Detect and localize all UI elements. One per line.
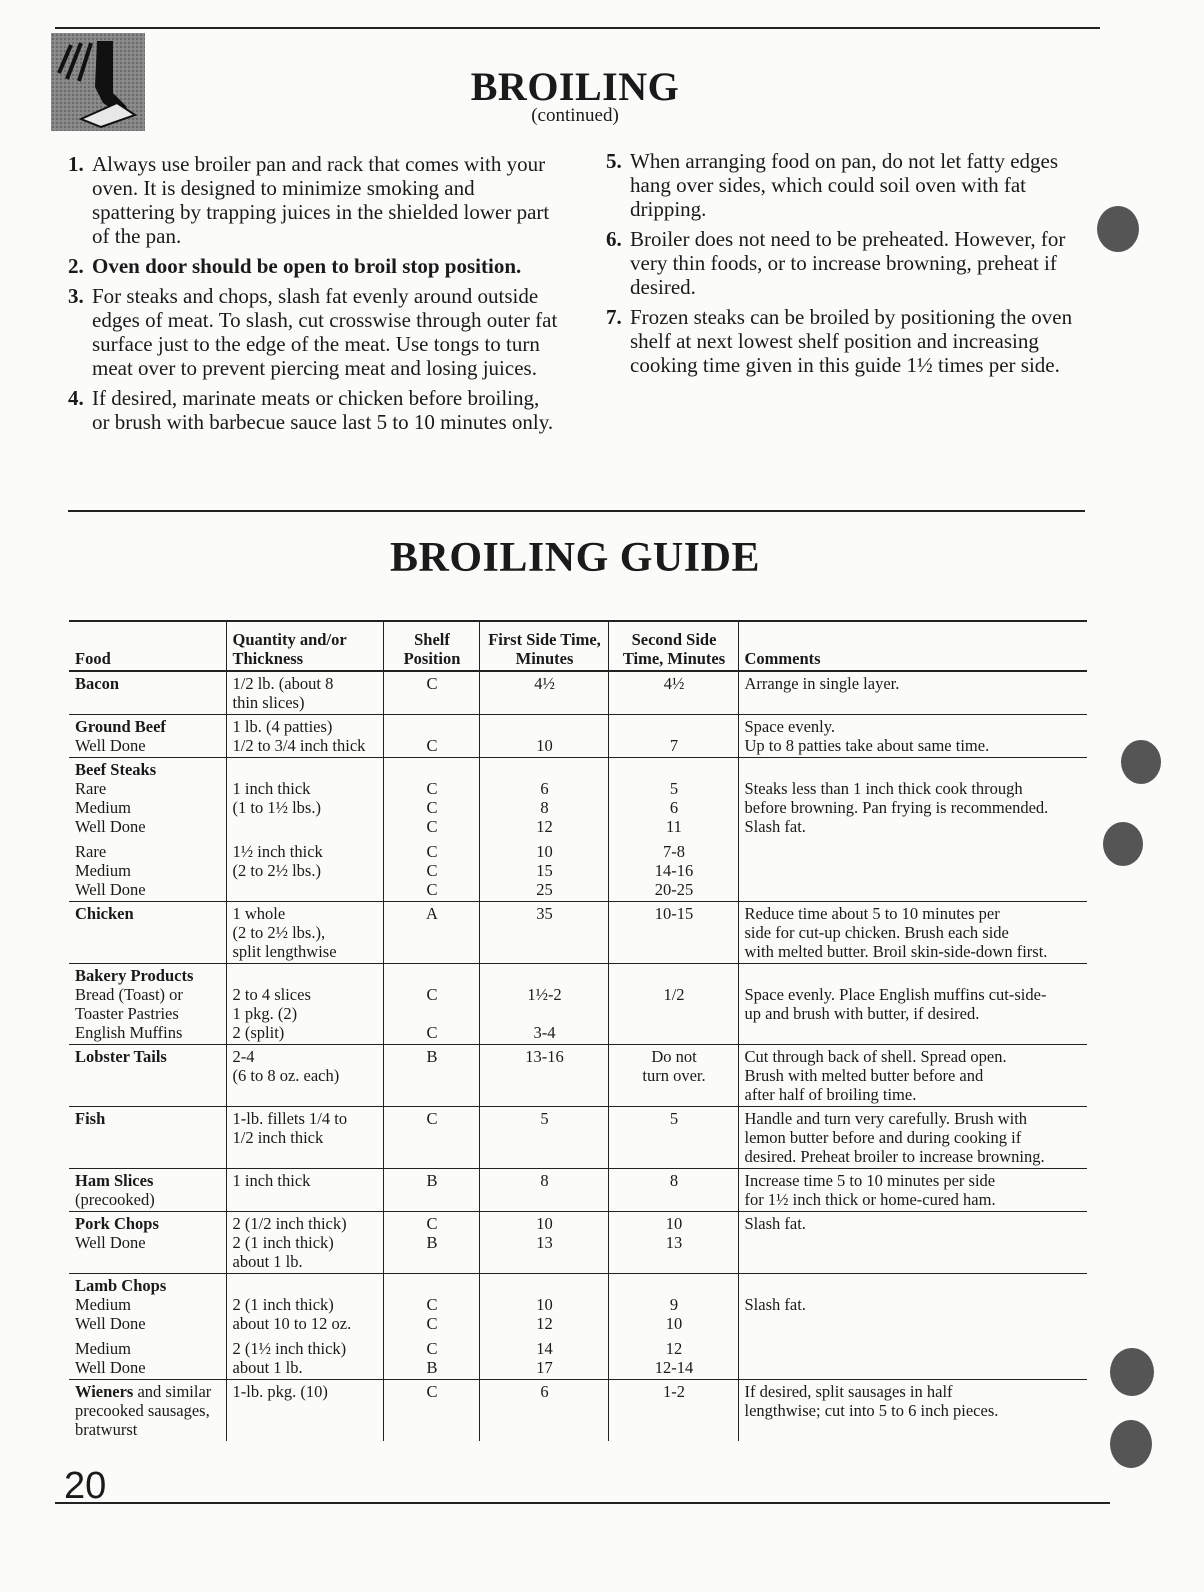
second-side-cell [608,1107,738,1169]
cell-line: 1 lb. (4 patties) [232,717,333,736]
second-side-cell [608,715,738,758]
cell-line: Slash fat. [744,1214,806,1233]
cell-line [486,1276,604,1295]
second-side-cell [608,1169,738,1212]
shelf-cell [383,902,479,964]
cell-line [486,966,604,985]
quantity-cell [226,758,383,902]
page-number: 20 [64,1465,107,1507]
first-side-cell [479,1045,608,1107]
binder-hole [1097,206,1139,252]
cell-line: 7 [669,736,679,755]
cell-line: Well Done [75,1233,146,1252]
cell-line [75,760,222,779]
cell-line [233,760,379,779]
guide-title: BROILING GUIDE [390,535,760,581]
cell-line: Up to 8 patties take about same time. [744,736,990,755]
cell-line: after half of broiling time. [744,1085,917,1104]
table-row [69,1380,1087,1442]
cell-line: 2-4 [232,1047,255,1066]
cell-line: B [426,1171,438,1190]
cell-line: 1/2 to 3/4 inch thick [232,736,366,755]
cell-line: Space evenly. Place English muffins cut-side- [744,985,1047,1004]
cell-line [390,1004,475,1023]
second-side-cell [608,1212,738,1274]
shelf-cell [383,1274,479,1380]
first-side-cell [479,1107,608,1169]
cell-line: 5 [669,779,679,798]
comments-cell [738,671,1087,715]
comments-cell [738,1107,1087,1169]
cell-line: If desired, split sausages in half [744,1382,953,1401]
cell-line: (2 to 2½ lbs.), [232,923,326,942]
tip-number: 5. [606,149,622,173]
quantity-cell [226,1045,383,1107]
cell-line: B [426,1233,438,1252]
tip-item [606,149,1096,221]
cell-line [486,1004,604,1023]
page-subtitle: (continued) [531,105,619,126]
cell-line: (1 to 1½ lbs.) [232,798,321,817]
cell-line [615,1023,734,1042]
cell-line [615,1004,734,1023]
cell-line: 4½ [534,674,555,693]
cell-line: C [426,798,438,817]
cell-line: 11 [666,817,682,836]
cell-line [233,880,379,899]
food-cell [69,715,226,758]
cell-line: about 10 to 12 oz. [232,1314,352,1333]
cell-line: Reduce time about 5 to 10 minutes per [744,904,1000,923]
cell-line: 35 [536,904,553,923]
cell-line: 10-15 [654,904,694,923]
cell-line: (2 to 2½ lbs.) [232,861,321,880]
cell-line: about 1 lb. [232,1358,303,1377]
food-cell [69,964,226,1045]
cell-line: C [426,736,438,755]
first-side-cell [479,964,608,1045]
cell-line: lengthwise; cut into 5 to 6 inch pieces. [744,1401,999,1420]
cell-line: Well Done [75,817,146,836]
cell-line: 2 (split) [232,1023,285,1042]
cell-line: 5 [669,1109,679,1128]
cell-line: Do not [651,1047,697,1066]
section-divider [68,510,1085,512]
table-header-row [69,621,1087,671]
table-row [69,758,1087,902]
first-side-cell [479,1212,608,1274]
cell-line: 9 [669,1295,679,1314]
cell-line: 1 inch thick [232,779,311,798]
cell-line: thin slices) [232,693,305,712]
column-header-first-side: First Side Time, Minutes [479,621,608,671]
first-side-cell [479,1274,608,1380]
cell-line: C [426,842,438,861]
cell-line [75,1171,222,1190]
cell-line: Medium [75,1295,131,1314]
cell-line: 1½-2 [527,985,562,1004]
cell-line: 1 pkg. (2) [232,1004,298,1023]
cell-line: C [426,1339,438,1358]
tip-item [68,152,558,248]
tip-item [606,227,1096,299]
cell-line [75,693,222,712]
cell-line: C [426,1109,438,1128]
cell-line: 1½ inch thick [232,842,323,861]
tip-text: Frozen steaks can be broiled by positioning the oven shelf at next lowest shelf position and increasing cooking time given in this guide 1½ times per side. [630,305,1073,377]
cell-line: 2 (1/2 inch thick) [232,1214,347,1233]
second-side-cell [608,902,738,964]
cell-line [390,717,475,736]
cell-line: up and brush with butter, if desired. [744,1004,980,1023]
cell-line [390,760,475,779]
food-cell [69,1045,226,1107]
cell-line [75,717,222,736]
cell-line: C [426,1314,438,1333]
food-name: Bacon [75,674,120,693]
quantity-cell [226,715,383,758]
cell-line [75,1276,222,1295]
cell-line: 13-16 [525,1047,564,1066]
food-name: Beef Steaks [75,760,157,779]
tip-number: 4. [68,386,84,410]
cell-line: Toaster Pastries [75,1004,179,1023]
food-cell [69,758,226,902]
comments-cell [738,964,1087,1045]
cell-line: C [426,674,438,693]
cell-line: C [426,985,438,1004]
shelf-cell [383,964,479,1045]
tip-number: 2. [68,254,84,278]
cell-line: 6 [669,798,679,817]
column-header-quantity: Quantity and/or Thickness [226,621,383,671]
tip-item [68,284,558,380]
cell-line: 1/2 inch thick [232,1128,324,1147]
binder-hole [1110,1420,1152,1468]
cell-line: 1 whole [232,904,286,923]
food-cell [69,671,226,715]
cell-line [745,1276,1084,1295]
second-side-cell [608,1380,738,1442]
cell-line: Arrange in single layer. [744,674,900,693]
tip-item [68,386,558,434]
cell-line [75,966,222,985]
cell-line: Well Done [75,736,146,755]
cell-line [615,966,734,985]
tip-item [606,305,1096,377]
cell-line: side for cut-up chicken. Brush each side [744,923,1009,942]
first-side-cell [479,758,608,902]
cell-line: English Muffins [75,1023,183,1042]
cell-line: 6 [540,779,549,798]
table-row [69,715,1087,758]
cell-line: Rare [75,779,107,798]
cell-line [233,1276,379,1295]
cell-line: A [426,904,438,923]
cell-line: 4½ [663,674,685,693]
food-cell [69,1169,226,1212]
cell-line: C [426,1023,438,1042]
second-side-cell [608,1274,738,1380]
cell-line [745,760,1084,779]
cell-line: 20-25 [654,880,694,899]
quantity-cell [226,1274,383,1380]
second-side-cell [608,964,738,1045]
table-row [69,1169,1087,1212]
food-name: Lamb Chops [75,1276,167,1295]
cell-line: C [426,1382,438,1401]
cell-line: Brush with melted butter before and [744,1066,984,1085]
tip-text: When arranging food on pan, do not let fatty edges hang over sides, which could soil oven with fat dripping. [630,149,1059,221]
cell-line: 13 [665,1233,683,1252]
cell-line: 2 (1½ inch thick) [232,1339,347,1358]
food-name: Chicken [75,904,134,923]
cell-line: Space evenly. [744,717,836,736]
cell-line: 2 (1 inch thick) [232,1295,334,1314]
food-cell [69,1212,226,1274]
binder-hole [1121,740,1161,784]
food-name: Lobster Tails [75,1047,167,1066]
tips-list-right [606,149,1096,383]
cell-line: Rare [75,842,107,861]
cell-line [75,1214,222,1233]
cell-line: bratwurst [75,1420,138,1439]
cell-line: Slash fat. [744,1295,806,1314]
first-side-cell [479,671,608,715]
footer-rule [55,1502,1110,1504]
cell-line: 1-lb. pkg. (10) [232,1382,328,1401]
cell-line: (6 to 8 oz. each) [232,1066,340,1085]
cell-line: 8 [669,1171,679,1190]
cell-line: 8 [540,798,549,817]
cell-line: 10 [536,842,553,861]
cell-line [486,717,604,736]
cell-line: Medium [75,1339,131,1358]
cell-line: 10 [536,736,553,755]
cell-line: 1-lb. fillets 1/4 to [232,1109,348,1128]
cell-line: 12 [536,817,553,836]
cell-line: 2 (1 inch thick) [232,1233,334,1252]
quantity-cell [226,671,383,715]
cell-line [75,1382,222,1401]
cell-line [233,966,379,985]
table-row [69,964,1087,1045]
cell-line: Increase time 5 to 10 minutes per side [744,1171,996,1190]
cell-line [233,817,379,836]
cell-line: Medium [75,861,131,880]
column-header-second-side: Second Side Time, Minutes [608,621,738,671]
tip-item [68,254,558,278]
column-header-comments: Comments [744,649,821,668]
food-cell [69,902,226,964]
second-side-cell [608,1045,738,1107]
table-row [69,1107,1087,1169]
first-side-cell [479,902,608,964]
table-row [69,1045,1087,1107]
tip-text: For steaks and chops, slash fat evenly around outside edges of meat. To slash, cut crosswise through outer fat surface just to the edge of the meat. Use tongs to turn meat over to prevent piercing meat and losing juices. [92,284,558,380]
cell-line [390,966,475,985]
cell-line: 17 [536,1358,553,1377]
cell-line: desired. Preheat broiler to increase browning. [744,1147,1045,1166]
cell-line [486,760,604,779]
quantity-cell [226,902,383,964]
cell-line: C [426,1214,438,1233]
binder-hole [1110,1348,1154,1396]
top-rule [55,27,1100,29]
cell-line: turn over. [642,1066,706,1085]
food-name: Fish [75,1109,106,1128]
cell-line: Well Done [75,1358,146,1377]
tip-number: 3. [68,284,84,308]
shelf-cell [383,758,479,902]
cell-line: 7-8 [663,842,685,861]
tip-text: If desired, marinate meats or chicken before broiling, or brush with barbecue sauce last 5 to 10 minutes only. [92,386,554,434]
cell-line: Well Done [75,1314,146,1333]
first-side-cell [479,1169,608,1212]
food-cell [69,1380,226,1442]
cell-line: C [426,817,438,836]
cell-line: 14-16 [654,861,694,880]
cell-line: B [426,1358,438,1377]
cell-line: Slash fat. [744,817,806,836]
cell-line: 10 [665,1214,683,1233]
cell-line: 12-14 [654,1358,694,1377]
cell-line: Steaks less than 1 inch thick cook through [744,779,1023,798]
cell-line: with melted butter. Broil skin-side-down first. [744,942,1048,961]
cell-line: 25 [536,880,553,899]
quantity-cell [226,964,383,1045]
shelf-cell [383,715,479,758]
cell-line: about 1 lb. [232,1252,303,1271]
cell-line: split lengthwise [232,942,337,961]
tip-text: Broiler does not need to be preheated. However, for very thin foods, or to increase browning, preheat if desired. [630,227,1066,299]
cell-line: Cut through back of shell. Spread open. [744,1047,1007,1066]
cell-line: before browning. Pan frying is recommended. [744,798,1049,817]
cell-line [75,1109,222,1128]
cell-line: Well Done [75,880,146,899]
tip-text: Always use broiler pan and rack that comes with your oven. It is designed to minimize smoking and spattering by trapping juices in the shielded lower part of the pan. [92,152,550,248]
comments-cell [738,1274,1087,1380]
shelf-cell [383,671,479,715]
broiling-guide-table [69,620,1087,1441]
cell-line: 10 [665,1314,683,1333]
cell-line [615,717,734,736]
tips-list-left [68,152,558,440]
cell-line: 1-2 [663,1382,685,1401]
cell-line: C [426,1295,438,1314]
cell-line: C [426,880,438,899]
cell-line [75,674,222,693]
cell-line [615,760,734,779]
table-row [69,1212,1087,1274]
cell-line: precooked sausages, [75,1401,210,1420]
cell-line [75,1047,222,1066]
cell-line: B [426,1047,438,1066]
first-side-cell [479,1380,608,1442]
cell-line: 1 inch thick [232,1171,311,1190]
food-name: Ham Slices [75,1171,154,1190]
table-row [69,902,1087,964]
comments-cell [738,1045,1087,1107]
second-side-cell [608,671,738,715]
cell-line [745,966,1084,985]
cell-line: Handle and turn very carefully. Brush with [744,1109,1028,1128]
comments-cell [738,902,1087,964]
food-name: Wieners [75,1382,134,1401]
quantity-cell [226,1212,383,1274]
tip-text: Oven door should be open to broil stop position. [92,254,522,278]
binder-hole [1103,822,1143,866]
table-row [69,671,1087,715]
shelf-cell [383,1169,479,1212]
comments-cell [738,758,1087,902]
column-header-food: Food [69,621,226,671]
cell-line: 2 to 4 slices [232,985,311,1004]
comments-cell [738,1380,1087,1442]
food-name: Ground Beef [75,717,166,736]
food-cell [69,1274,226,1380]
shelf-cell [383,1045,479,1107]
cell-line: 1/2 [663,985,685,1004]
cell-line [390,1276,475,1295]
food-name: Bakery Products [75,966,194,985]
cell-line: 14 [536,1339,553,1358]
first-side-cell [479,715,608,758]
cell-line: C [426,861,438,880]
quantity-cell [226,1380,383,1442]
tip-number: 7. [606,305,622,329]
food-name-suffix: and similar [133,1382,212,1401]
tip-number: 6. [606,227,622,251]
cell-line: 10 [536,1214,553,1233]
cell-line: 8 [540,1171,549,1190]
cell-line: 10 [536,1295,553,1314]
cell-line: 3-4 [533,1023,556,1042]
cell-line: 5 [540,1109,549,1128]
cell-line: 6 [540,1382,549,1401]
food-cell [69,1107,226,1169]
cell-line [615,1276,734,1295]
cell-line: lemon butter before and during cooking if [744,1128,1022,1147]
cell-line: 15 [536,861,553,880]
cell-line: C [426,779,438,798]
quantity-cell [226,1107,383,1169]
shelf-cell [383,1380,479,1442]
second-side-cell [608,758,738,902]
shelf-cell [383,1212,479,1274]
tip-number: 1. [68,152,84,176]
cell-line: 13 [536,1233,553,1252]
shelf-cell [383,1107,479,1169]
cell-line: Bread (Toast) or [75,985,183,1004]
comments-cell [738,1169,1087,1212]
cell-line: (precooked) [75,1190,155,1209]
cell-line: for 1½ inch thick or home-cured ham. [744,1190,996,1209]
comments-cell [738,715,1087,758]
cell-line: 1/2 lb. (about 8 [232,674,334,693]
cell-line: 12 [665,1339,683,1358]
comments-cell [738,1212,1087,1274]
table-row [69,1274,1087,1380]
quantity-cell [226,1169,383,1212]
page-title: BROILING [470,64,680,109]
cell-line: 12 [536,1314,553,1333]
cell-line: Medium [75,798,131,817]
food-name: Pork Chops [75,1214,159,1233]
cell-line [75,904,222,923]
column-header-shelf: Shelf Position [383,621,479,671]
